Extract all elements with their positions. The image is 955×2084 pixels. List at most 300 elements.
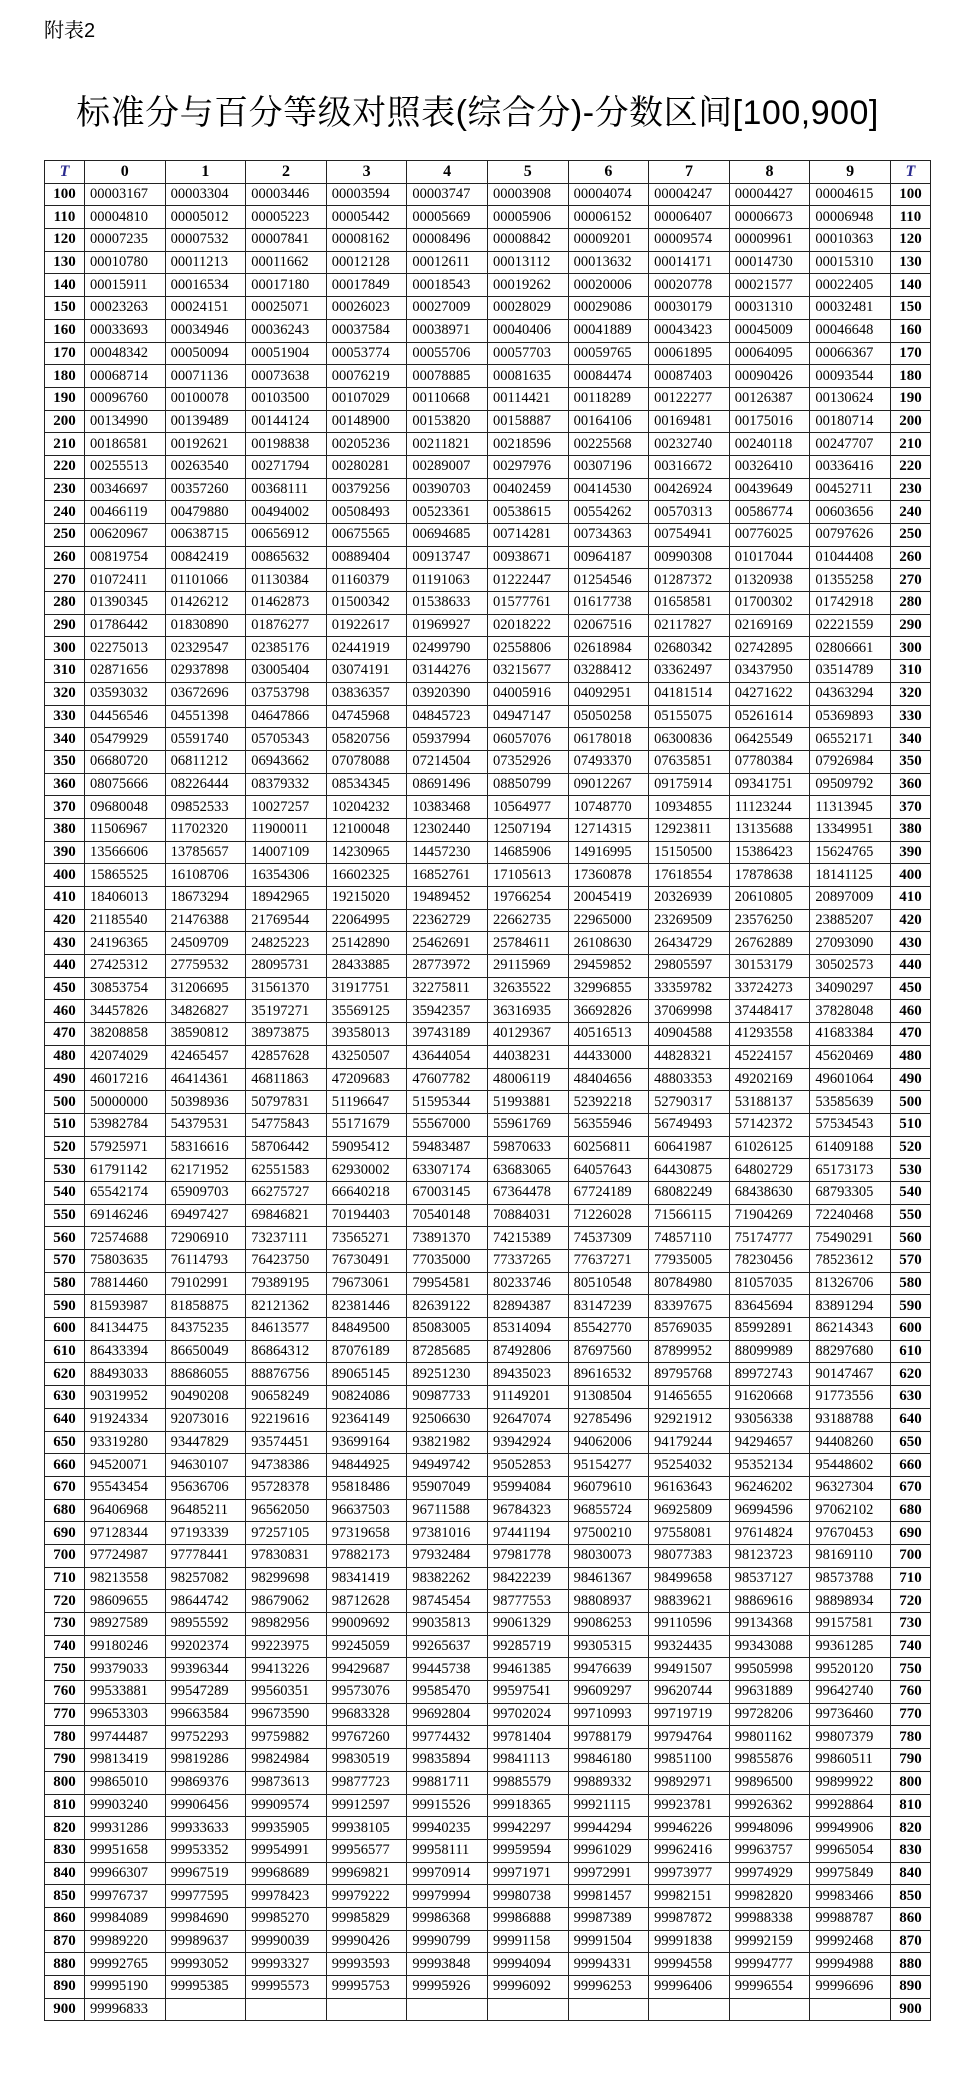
table-cell: 72240468 (810, 1204, 891, 1227)
table-cell: 98213558 (85, 1567, 166, 1590)
table-cell: 70540148 (407, 1204, 488, 1227)
table-cell: 02117827 (649, 614, 730, 637)
row-label-left: 510 (45, 1113, 85, 1136)
table-cell: 64057643 (568, 1159, 649, 1182)
row-label-left: 620 (45, 1363, 85, 1386)
table-cell: 00913747 (407, 546, 488, 569)
table-cell: 99009692 (326, 1613, 407, 1636)
table-cell: 71566115 (649, 1204, 730, 1227)
table-row (45, 1590, 931, 1613)
table-cell: 81858875 (165, 1295, 246, 1318)
table-cell: 99767260 (326, 1726, 407, 1749)
table-cell: 00006152 (568, 206, 649, 229)
table-cell: 05820756 (326, 728, 407, 751)
table-cell: 53585639 (810, 1091, 891, 1114)
table-cell: 02221559 (810, 614, 891, 637)
table-cell: 99984089 (85, 1907, 166, 1930)
table-row (45, 501, 931, 524)
row-label-right: 850 (890, 1885, 930, 1908)
row-label-right: 490 (890, 1068, 930, 1091)
table-cell: 00570313 (649, 501, 730, 524)
table-cell: 00026023 (326, 297, 407, 320)
table-cell: 01320938 (729, 569, 810, 592)
table-cell: 43644054 (407, 1045, 488, 1068)
table-cell: 90824086 (326, 1386, 407, 1409)
table-cell: 09680048 (85, 796, 166, 819)
table-cell: 99953352 (165, 1839, 246, 1862)
row-label-right: 100 (890, 183, 930, 206)
table-cell: 98499658 (649, 1567, 730, 1590)
table-cell: 11506967 (85, 818, 166, 841)
table-cell: 99683328 (326, 1703, 407, 1726)
table-cell: 99830519 (326, 1749, 407, 1772)
table-cell: 00466119 (85, 501, 166, 524)
table-cell: 99885579 (487, 1771, 568, 1794)
table-cell: 97778441 (165, 1544, 246, 1567)
table-cell: 99180246 (85, 1635, 166, 1658)
table-cell: 08226444 (165, 773, 246, 796)
table-cell: 77637271 (568, 1250, 649, 1273)
table-cell: 97500210 (568, 1522, 649, 1545)
row-label-right: 470 (890, 1023, 930, 1046)
table-cell: 09509792 (810, 773, 891, 796)
row-label-right: 780 (890, 1726, 930, 1749)
appendix-label: 附表2 (44, 20, 96, 42)
table-cell: 31917751 (326, 977, 407, 1000)
table-cell: 24196365 (85, 932, 166, 955)
table-cell: 02680342 (649, 637, 730, 660)
table-cell: 99877723 (326, 1771, 407, 1794)
table-cell: 00017849 (326, 274, 407, 297)
row-label-right: 720 (890, 1590, 930, 1613)
table-cell: 73565271 (326, 1227, 407, 1250)
table-cell: 99285719 (487, 1635, 568, 1658)
table-cell: 50398936 (165, 1091, 246, 1114)
table-cell: 03920390 (407, 682, 488, 705)
table-cell: 00018543 (407, 274, 488, 297)
table-cell: 00620967 (85, 524, 166, 547)
table-cell: 29115969 (487, 955, 568, 978)
column-header: 6 (568, 161, 649, 184)
row-label-left: 740 (45, 1635, 85, 1658)
table-cell: 52392218 (568, 1091, 649, 1114)
table-cell: 99710993 (568, 1703, 649, 1726)
table-cell: 95448602 (810, 1454, 891, 1477)
table-cell: 03215677 (487, 660, 568, 683)
table-cell: 99938105 (326, 1817, 407, 1840)
table-cell: 95818486 (326, 1476, 407, 1499)
table-cell: 89065145 (326, 1363, 407, 1386)
table-cell: 99982151 (649, 1885, 730, 1908)
table-cell: 88099989 (729, 1340, 810, 1363)
row-label-right: 260 (890, 546, 930, 569)
table-cell: 03288412 (568, 660, 649, 683)
table-cell: 00012611 (407, 251, 488, 274)
table-cell: 02385176 (246, 637, 327, 660)
row-label-left: 140 (45, 274, 85, 297)
table-cell: 00051904 (246, 342, 327, 365)
table-cell: 79673061 (326, 1272, 407, 1295)
table-cell: 99994094 (487, 1953, 568, 1976)
table-cell: 00045009 (729, 319, 810, 342)
table-cell: 00096760 (85, 387, 166, 410)
table-cell: 00015310 (810, 251, 891, 274)
table-cell: 27425312 (85, 955, 166, 978)
table-row (45, 1318, 931, 1341)
table-cell: 00068714 (85, 365, 166, 388)
table-cell: 00004615 (810, 183, 891, 206)
row-label-right: 660 (890, 1454, 930, 1477)
row-label-right: 800 (890, 1771, 930, 1794)
table-cell: 43250507 (326, 1045, 407, 1068)
row-label-right: 270 (890, 569, 930, 592)
table-cell: 00061895 (649, 342, 730, 365)
row-label-left: 570 (45, 1250, 85, 1273)
row-label-left: 690 (45, 1522, 85, 1545)
table-cell: 36316935 (487, 1000, 568, 1023)
table-cell: 22064995 (326, 909, 407, 932)
table-cell: 99620744 (649, 1681, 730, 1704)
table-cell: 99841113 (487, 1749, 568, 1772)
table-cell: 87697560 (568, 1340, 649, 1363)
row-label-left: 760 (45, 1681, 85, 1704)
table-row (45, 1068, 931, 1091)
table-cell: 90147467 (810, 1363, 891, 1386)
table-cell: 99324435 (649, 1635, 730, 1658)
table-cell: 81326706 (810, 1272, 891, 1295)
table-row (45, 1522, 931, 1545)
table-cell: 78230456 (729, 1250, 810, 1273)
table-cell: 97441194 (487, 1522, 568, 1545)
table-cell: 18406013 (85, 887, 166, 910)
table-cell: 00357260 (165, 478, 246, 501)
table-cell: 00675565 (326, 524, 407, 547)
table-cell: 84134475 (85, 1318, 166, 1341)
table-cell: 94294657 (729, 1431, 810, 1454)
table-cell: 99781404 (487, 1726, 568, 1749)
table-cell: 87076189 (326, 1340, 407, 1363)
row-label-left: 820 (45, 1817, 85, 1840)
table-cell: 99912597 (326, 1794, 407, 1817)
table-cell: 04271622 (729, 682, 810, 705)
table-cell: 11123244 (729, 796, 810, 819)
table-cell: 07493370 (568, 750, 649, 773)
table-cell: 99975849 (810, 1862, 891, 1885)
table-cell: 01044408 (810, 546, 891, 569)
table-row (45, 1272, 931, 1295)
column-header: 0 (85, 161, 166, 184)
table-row (45, 319, 931, 342)
table-cell: 60256811 (568, 1136, 649, 1159)
table-cell: 05155075 (649, 705, 730, 728)
table-cell: 38208858 (85, 1023, 166, 1046)
table-cell: 74215389 (487, 1227, 568, 1250)
table-cell: 38590812 (165, 1023, 246, 1046)
table-cell (568, 1998, 649, 2021)
table-cell: 75803635 (85, 1250, 166, 1273)
row-label-right: 820 (890, 1817, 930, 1840)
table-cell: 92785496 (568, 1408, 649, 1431)
table-cell: 05937994 (407, 728, 488, 751)
row-label-right: 510 (890, 1113, 930, 1136)
table-cell: 01072411 (85, 569, 166, 592)
table-cell: 18673294 (165, 887, 246, 910)
table-cell: 84849500 (326, 1318, 407, 1341)
table-cell: 98169110 (810, 1544, 891, 1567)
table-cell: 13566606 (85, 841, 166, 864)
table-cell: 78523612 (810, 1250, 891, 1273)
row-label-right: 250 (890, 524, 930, 547)
table-cell: 22965000 (568, 909, 649, 932)
table-cell: 99892971 (649, 1771, 730, 1794)
table-cell: 09852533 (165, 796, 246, 819)
corner-label-left: T (45, 161, 85, 184)
table-cell: 99086253 (568, 1613, 649, 1636)
table-cell: 96784323 (487, 1499, 568, 1522)
table-header (45, 161, 931, 184)
table-cell: 99984690 (165, 1907, 246, 1930)
table-cell: 99869376 (165, 1771, 246, 1794)
table-cell: 00010780 (85, 251, 166, 274)
table-cell: 00024151 (165, 297, 246, 320)
row-label-left: 350 (45, 750, 85, 773)
table-cell: 00037584 (326, 319, 407, 342)
table-cell (246, 1998, 327, 2021)
table-cell: 00114421 (487, 387, 568, 410)
table-row (45, 183, 931, 206)
table-cell: 00013632 (568, 251, 649, 274)
table-cell: 71226028 (568, 1204, 649, 1227)
table-cell: 95254032 (649, 1454, 730, 1477)
table-cell: 99993052 (165, 1953, 246, 1976)
table-cell: 95636706 (165, 1476, 246, 1499)
table-cell: 99990426 (326, 1930, 407, 1953)
row-label-left: 490 (45, 1068, 85, 1091)
table-cell: 99968689 (246, 1862, 327, 1885)
row-label-left: 280 (45, 592, 85, 615)
table-cell: 99966307 (85, 1862, 166, 1885)
row-label-right: 670 (890, 1476, 930, 1499)
table-cell: 22362729 (407, 909, 488, 932)
table-cell: 83645694 (729, 1295, 810, 1318)
table-cell: 00439649 (729, 478, 810, 501)
table-cell (810, 1998, 891, 2021)
table-cell: 98982956 (246, 1613, 327, 1636)
table-cell: 99909574 (246, 1794, 327, 1817)
table-row (45, 1159, 931, 1182)
table-cell: 14916995 (568, 841, 649, 864)
table-cell: 68793305 (810, 1181, 891, 1204)
table-cell: 99931286 (85, 1817, 166, 1840)
table-cell: 00013112 (487, 251, 568, 274)
table-cell: 76730491 (326, 1250, 407, 1273)
table-cell: 25462691 (407, 932, 488, 955)
table-cell: 00118289 (568, 387, 649, 410)
table-cell: 48006119 (487, 1068, 568, 1091)
table-cell: 77337265 (487, 1250, 568, 1273)
table-cell: 99986368 (407, 1907, 488, 1930)
row-label-right: 570 (890, 1250, 930, 1273)
row-label-right: 500 (890, 1091, 930, 1114)
row-label-right: 580 (890, 1272, 930, 1295)
row-label-left: 500 (45, 1091, 85, 1114)
table-cell: 01617738 (568, 592, 649, 615)
table-cell: 99413226 (246, 1658, 327, 1681)
table-cell: 01017044 (729, 546, 810, 569)
table-cell: 99609297 (568, 1681, 649, 1704)
table-cell: 04363294 (810, 682, 891, 705)
table-cell: 97257105 (246, 1522, 327, 1545)
table-cell: 98777553 (487, 1590, 568, 1613)
table-cell: 07352926 (487, 750, 568, 773)
table-cell: 99991504 (568, 1930, 649, 1953)
table-row (45, 1386, 931, 1409)
table-cell: 01130384 (246, 569, 327, 592)
table-cell: 33359782 (649, 977, 730, 1000)
table-cell: 98644742 (165, 1590, 246, 1613)
row-label-left: 360 (45, 773, 85, 796)
table-cell: 09012267 (568, 773, 649, 796)
table-cell: 76114793 (165, 1250, 246, 1273)
table-cell: 00169481 (649, 410, 730, 433)
table-cell: 12507194 (487, 818, 568, 841)
table-cell: 99921115 (568, 1794, 649, 1817)
table-cell: 01922617 (326, 614, 407, 637)
table-cell: 98898934 (810, 1590, 891, 1613)
row-label-left: 240 (45, 501, 85, 524)
row-label-left: 540 (45, 1181, 85, 1204)
table-cell: 62551583 (246, 1159, 327, 1182)
row-label-right: 330 (890, 705, 930, 728)
row-label-right: 130 (890, 251, 930, 274)
row-label-right: 240 (890, 501, 930, 524)
row-label-left: 770 (45, 1703, 85, 1726)
table-cell: 05369893 (810, 705, 891, 728)
table-cell: 99744487 (85, 1726, 166, 1749)
table-cell: 86214343 (810, 1318, 891, 1341)
table-cell: 02871656 (85, 660, 166, 683)
row-label-right: 370 (890, 796, 930, 819)
table-cell: 00158887 (487, 410, 568, 433)
table-cell: 87492806 (487, 1340, 568, 1363)
table-cell: 99361285 (810, 1635, 891, 1658)
table-cell: 99881711 (407, 1771, 488, 1794)
table-cell: 85542770 (568, 1318, 649, 1341)
table-cell: 06300836 (649, 728, 730, 751)
table-cell: 00479880 (165, 501, 246, 524)
table-cell: 17105613 (487, 864, 568, 887)
table-cell: 99977595 (165, 1885, 246, 1908)
table-cell: 04647866 (246, 705, 327, 728)
table-cell: 04845723 (407, 705, 488, 728)
table-cell: 99520120 (810, 1658, 891, 1681)
column-header: 2 (246, 161, 327, 184)
table-cell: 00057703 (487, 342, 568, 365)
lookup-table (44, 160, 931, 2021)
table-cell: 68438630 (729, 1181, 810, 1204)
table-cell: 87285685 (407, 1340, 488, 1363)
table-cell: 82381446 (326, 1295, 407, 1318)
row-label-left: 890 (45, 1976, 85, 1999)
table-cell: 42465457 (165, 1045, 246, 1068)
table-cell: 73891370 (407, 1227, 488, 1250)
table-cell: 00316672 (649, 455, 730, 478)
table-cell: 00030179 (649, 297, 730, 320)
table-cell: 99547289 (165, 1681, 246, 1704)
row-label-left: 750 (45, 1658, 85, 1681)
table-cell: 01222447 (487, 569, 568, 592)
table-cell: 00638715 (165, 524, 246, 547)
table-cell: 31206695 (165, 977, 246, 1000)
table-cell: 00180714 (810, 410, 891, 433)
table-cell: 00148900 (326, 410, 407, 433)
table-cell: 02499790 (407, 637, 488, 660)
table-cell: 00144124 (246, 410, 327, 433)
table-cell: 93056338 (729, 1408, 810, 1431)
table-cell: 99865010 (85, 1771, 166, 1794)
table-cell: 93188788 (810, 1408, 891, 1431)
table-cell: 98422239 (487, 1567, 568, 1590)
table-cell: 99944294 (568, 1817, 649, 1840)
table-cell: 26108630 (568, 932, 649, 955)
row-label-right: 830 (890, 1839, 930, 1862)
header-row (45, 161, 931, 184)
table-cell: 00003747 (407, 183, 488, 206)
table-cell: 99946226 (649, 1817, 730, 1840)
table-cell: 00093544 (810, 365, 891, 388)
row-label-right: 610 (890, 1340, 930, 1363)
table-cell: 00694685 (407, 524, 488, 547)
table-cell: 99974929 (729, 1862, 810, 1885)
table-cell: 00048342 (85, 342, 166, 365)
table-cell: 88876756 (246, 1363, 327, 1386)
table-cell: 96925809 (649, 1499, 730, 1522)
row-label-right: 700 (890, 1544, 930, 1567)
table-cell: 82894387 (487, 1295, 568, 1318)
table-row (45, 1817, 931, 1840)
table-cell: 00021577 (729, 274, 810, 297)
row-label-left: 720 (45, 1590, 85, 1613)
table-cell: 00263540 (165, 455, 246, 478)
table-cell: 03437950 (729, 660, 810, 683)
table-row (45, 1681, 931, 1704)
table-cell: 25142890 (326, 932, 407, 955)
row-label-left: 710 (45, 1567, 85, 1590)
table-row (45, 524, 931, 547)
table-cell: 00046648 (810, 319, 891, 342)
table-cell: 00043423 (649, 319, 730, 342)
table-cell: 03362497 (649, 660, 730, 683)
table-cell: 99819286 (165, 1749, 246, 1772)
table-cell: 99642740 (810, 1681, 891, 1704)
row-label-left: 450 (45, 977, 85, 1000)
table-cell: 61791142 (85, 1159, 166, 1182)
table-cell: 08850799 (487, 773, 568, 796)
table-cell: 98341419 (326, 1567, 407, 1590)
table-cell: 98609655 (85, 1590, 166, 1613)
table-cell: 05705343 (246, 728, 327, 751)
table-cell: 96485211 (165, 1499, 246, 1522)
table-cell: 01500342 (326, 592, 407, 615)
table-cell: 54379531 (165, 1113, 246, 1136)
table-cell: 93821982 (407, 1431, 488, 1454)
column-header: 5 (487, 161, 568, 184)
table-row (45, 251, 931, 274)
row-label-right: 600 (890, 1318, 930, 1341)
table-cell: 00007235 (85, 229, 166, 252)
table-row (45, 1839, 931, 1862)
table-cell: 99505998 (729, 1658, 810, 1681)
